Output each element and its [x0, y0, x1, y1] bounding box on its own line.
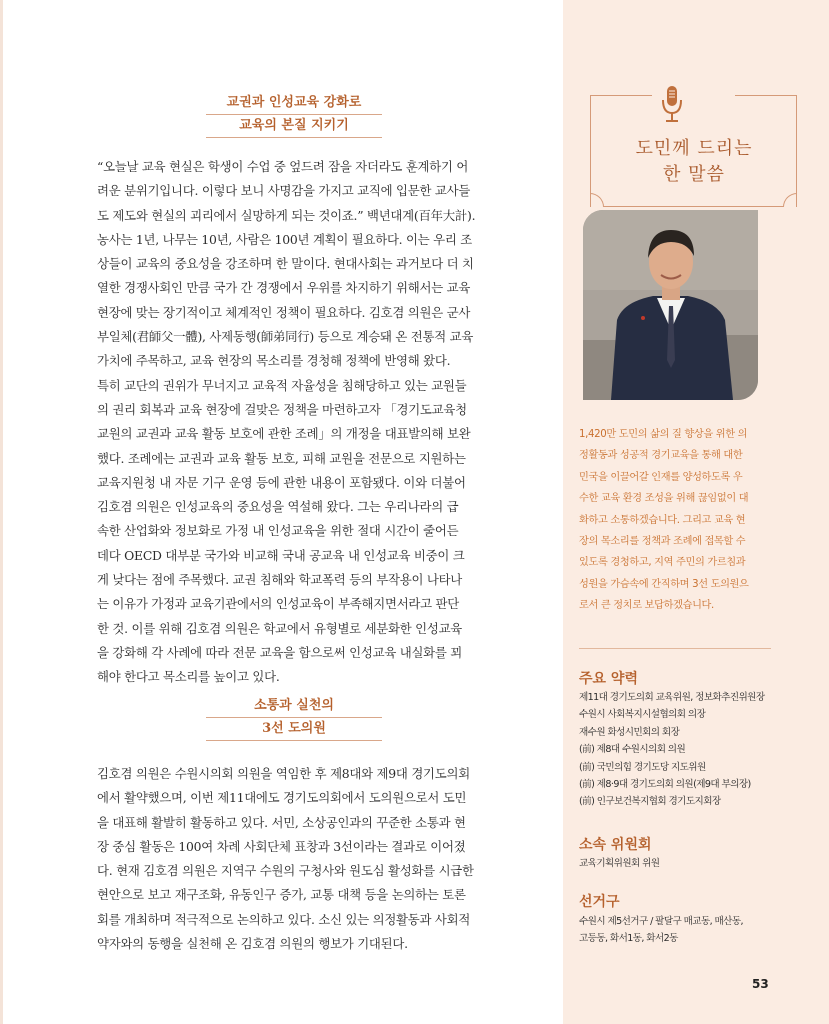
- committee-item: 교육기획위원회 위원: [579, 858, 660, 869]
- section-heading-1-line2: 교육의 본질 지키기: [239, 118, 349, 133]
- heading-divider: [206, 740, 382, 741]
- sidebar-title-line1: 도민께 드리는: [635, 138, 753, 159]
- text-line: 김호겸 의원은 인성교육의 중요성을 역설해 왔다. 그는 우리나라의 급: [97, 499, 459, 515]
- text-line: 는 이유가 가정과 교육기관에서의 인성교육이 부족해지면서라고 판단: [97, 596, 459, 612]
- text-line: 도 제도와 현실의 괴리에서 실망하게 되는 것이죠.” 백년대계(百年大計).: [97, 207, 476, 223]
- text-line: 상들이 교육의 중요성을 강조하며 한 말이다. 현대사회는 과거보다 더 치: [97, 256, 474, 272]
- message-line: 화하고 소통하겠습니다. 그리고 교육 현: [579, 514, 746, 526]
- text-line: 의 권리 회복과 교육 현장에 걸맞은 정책을 마련하고자 「경기도교육청: [97, 401, 467, 417]
- section-heading-2-line1: 소통과 실천의: [254, 698, 334, 713]
- text-line: 농사는 1년, 나무는 10년, 사람은 100년 계획이 필요하다. 이는 우리 조: [97, 231, 473, 247]
- section-heading-1: [200, 92, 388, 138]
- district-heading: 선거구: [579, 894, 620, 910]
- message-line: 민국을 이끌어갈 인재를 양성하도록 우: [579, 471, 743, 483]
- microphone-icon: [661, 85, 683, 125]
- text-line: 해야 한다고 목소리를 높이고 있다.: [97, 669, 280, 685]
- text-line: 데다 OECD 대부분 국가와 비교해 국내 공교육 내 인성교육 비중이 크: [97, 547, 465, 563]
- text-line: 현장에 맞는 장기적이고 체계적인 정책이 필요하다. 김호겸 의원은 군사: [97, 304, 471, 320]
- sidebar-divider: [579, 648, 771, 649]
- text-line: 을 강화해 각 사례에 따라 전문 교육을 함으로써 인성교육 내실화를 꾀: [97, 644, 463, 660]
- district-item: 고등동, 화서1동, 화서2동: [579, 933, 678, 945]
- career-item: 재수원 화성시민회의 회장: [579, 726, 680, 738]
- text-line: 게 낮다는 점에 주목했다. 교권 침해와 학교폭력 등의 부작용이 나타나: [97, 572, 463, 588]
- sidebar-title: [600, 136, 788, 188]
- message-line: 1,420만 도민의 삶의 질 향상을 위한 의: [579, 429, 748, 440]
- section-heading-1-line1: 교권과 인성교육 강화로: [226, 95, 362, 110]
- message-line: 로서 큰 정치로 보답하겠습니다.: [579, 600, 714, 612]
- body-paragraph-1: [97, 155, 510, 690]
- text-line: 부일체(君師父一體), 사제동행(師弟同行) 등으로 계승돼 온 전통적 교육: [97, 329, 474, 345]
- text-line: 회를 개최하며 적극적으로 논의하고 있다. 소신 있는 의정활동과 사회적: [97, 911, 471, 927]
- text-line: 에서 활약했으며, 이번 제11대에도 경기도의회에서 도의원으로서 도민: [97, 790, 467, 806]
- committee-heading: 소속 위원회: [579, 837, 652, 853]
- text-line: 속한 산업화와 정보화로 가정 내 인성교육을 위한 절대 시간이 줄어든: [97, 523, 459, 539]
- district-list: [579, 913, 784, 948]
- message-line: 있도록 경청하고, 지역 주민의 가르침과: [579, 557, 746, 569]
- career-item: (前) 국민의힘 경기도당 지도위원: [579, 761, 706, 773]
- committee-list: [579, 855, 784, 872]
- career-heading: 주요 약력: [579, 671, 638, 687]
- section-heading-2-line2: 3선 도의원: [262, 721, 326, 736]
- district-item: 수원시 제5선거구 / 팔달구 매교동, 매산동,: [579, 916, 743, 927]
- text-line: 려운 분위기입니다. 이렇다 보니 사명감을 가지고 교직에 입문한 교사들: [97, 183, 471, 199]
- text-line: 현안으로 보고 재구조화, 유동인구 증가, 교통 대책 등을 논의하는 토론: [97, 887, 466, 903]
- message-line: 장의 목소리를 정책과 조례에 접목할 수: [579, 536, 746, 548]
- text-line: 장 중심 활동은 100여 차례 사회단체 표창과 3선이라는 결과로 이어졌: [97, 838, 466, 854]
- message-line: 정활동과 성공적 경기교육을 통해 대한: [579, 450, 743, 462]
- text-line: 특히 교단의 권위가 무너지고 교육적 자율성을 침해당하고 있는 교원들: [97, 377, 467, 393]
- body-paragraph-2: [97, 762, 510, 956]
- text-line: 약자와의 동행을 실천해 온 김호겸 의원의 행보가 기대된다.: [97, 936, 408, 952]
- text-line: 교육지원청 내 자문 기구 운영 등에 관한 내용이 포함됐다. 이와 더불어: [97, 474, 466, 490]
- sidebar-title-line2: 한 말씀: [663, 164, 725, 185]
- text-line: 한 것. 이를 위해 김호겸 의원은 학교에서 유형별로 세분화한 인성교육: [97, 620, 463, 636]
- text-line: 열한 경쟁사회인 만큼 국가 간 경쟁에서 우위를 차지하기 위해서는 교육: [97, 280, 471, 296]
- heading-divider: [206, 137, 382, 138]
- text-line: “오늘날 교육 현실은 학생이 수업 중 엎드려 잠을 자더라도 훈계하기 어: [97, 159, 469, 174]
- text-line: 가치에 주목하고, 교육 현장의 목소리를 경청해 정책에 반영해 왔다.: [97, 353, 451, 369]
- text-line: 했다. 조례에는 교권과 교육 활동 보호, 피해 교원을 전문으로 지원하는: [97, 450, 466, 466]
- text-line: 교원의 교권과 교육 활동 보호에 관한 조례」의 개정을 대표발의해 보완: [97, 426, 471, 442]
- text-line: 을 대표해 활발히 활동하고 있다. 서민, 소상공인과의 꾸준한 소통과 현: [97, 814, 466, 830]
- career-list: [579, 689, 784, 811]
- portrait-photo: [583, 210, 758, 400]
- career-item: 제11대 경기도의회 교육위원, 정보화추진위원장: [579, 692, 765, 703]
- message-line: 수한 교육 환경 조성을 위해 끊임없이 대: [579, 493, 749, 505]
- section-heading-2: [200, 695, 388, 741]
- career-item: (前) 인구보건복지협회 경기도지회장: [579, 796, 721, 808]
- message-line: 성원을 가슴속에 간직하며 3선 도의원으: [579, 578, 749, 590]
- career-item: (前) 제8대 수원시의회 의원: [579, 744, 686, 756]
- sidebar-message: [579, 424, 779, 617]
- text-line: 다. 현재 김호겸 의원은 지역구 수원의 구청사와 원도심 활성화를 시급한: [97, 863, 474, 879]
- career-item: (前) 제8·9대 경기도의회 의원(제9대 부의장): [579, 779, 751, 791]
- page-number: 53: [752, 977, 769, 991]
- text-line: 김호겸 의원은 수원시의회 의원을 역임한 후 제8대와 제9대 경기도의회: [97, 766, 470, 781]
- career-item: 수원시 사회복지시설협의회 의장: [579, 709, 706, 721]
